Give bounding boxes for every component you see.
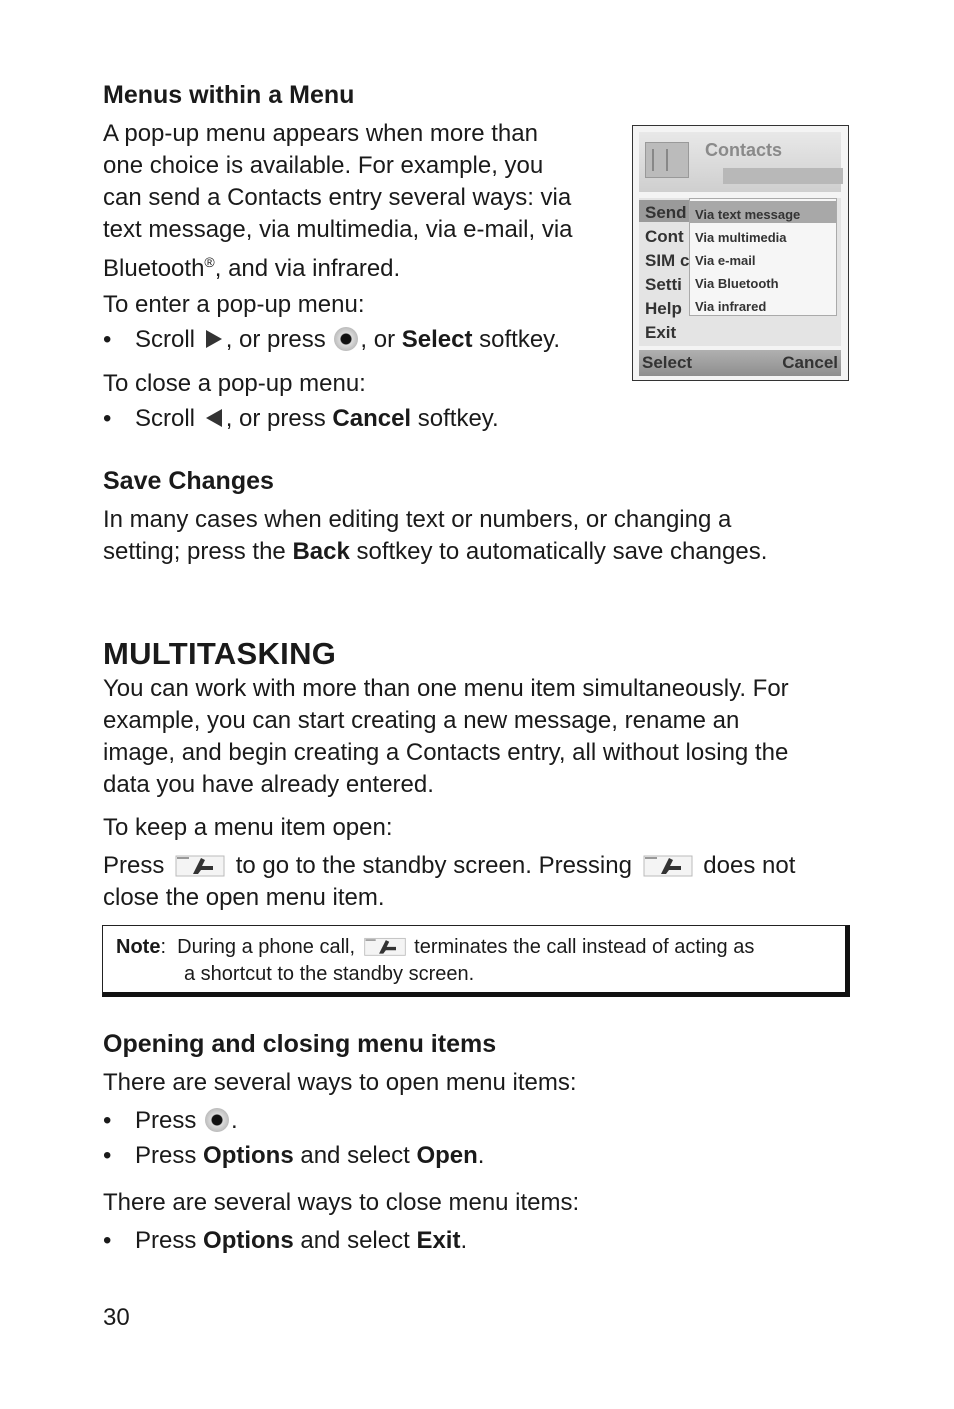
end-key-icon: [363, 935, 407, 957]
text-line: You can work with more than one menu item simultaneously. For: [103, 675, 789, 702]
phone-list: [639, 198, 841, 346]
press-end-paragraph: [103, 850, 795, 914]
text-line: Bluetooth®, and via infrared.: [103, 254, 401, 282]
close-popup-intro: To close a pop-up menu:: [103, 370, 366, 397]
text-line: image, and begin creating a Contacts entry, all without losing the: [103, 739, 789, 766]
close-intro: There are several ways to close menu items:: [103, 1189, 580, 1216]
phone-popup-menu: [689, 198, 837, 316]
phone-popup-item: Via infrared: [695, 299, 767, 314]
text-line: can send a Contacts entry several ways: via: [103, 184, 572, 211]
enter-popup-intro: To enter a pop-up menu:: [103, 291, 365, 318]
phone-left-softkey: Select: [642, 353, 693, 372]
heading-opening-closing: Opening and closing menu items: [103, 1030, 497, 1058]
phone-popup-item: Via multimedia: [695, 230, 787, 245]
phone-softkey-bar: [639, 350, 841, 376]
note-line-2: a shortcut to the standby screen.: [184, 963, 475, 985]
phone-list-item: Cont: [645, 227, 684, 246]
text-line: Press to go to the standby screen. Pressing does not: [103, 852, 796, 879]
heading-multitasking: MULTITASKING: [103, 636, 337, 671]
phone-popup-item: Via e-mail: [695, 253, 756, 268]
multitasking-paragraph: [103, 673, 789, 801]
text-line: one choice is available. For example, you: [103, 152, 544, 179]
text-line: In many cases when editing text or numbers, or changing a: [103, 506, 732, 533]
page-number: 30: [103, 1304, 130, 1331]
phone-popup-item: Via text message: [695, 207, 801, 222]
phone-list-item: Exit: [645, 323, 677, 342]
end-key-icon: [175, 852, 225, 878]
phone-list-item: Help: [645, 299, 682, 318]
text-line: setting; press the Back softkey to automatically save changes.: [103, 538, 768, 565]
phone-screenshot: [632, 125, 849, 381]
note-line-1: Note: During a phone call, terminates the call instead of acting as: [116, 936, 755, 958]
text-line: close the open menu item.: [103, 884, 385, 911]
heading-menus-within-a-menu: Menus within a Menu: [103, 81, 355, 109]
text-line: data you have already entered.: [103, 771, 434, 798]
scroll-right-icon: [206, 330, 222, 348]
heading-save-changes: Save Changes: [103, 467, 274, 495]
text-line: text message, via multimedia, via e-mail, via: [103, 216, 573, 243]
phone-title-bar: [639, 132, 841, 192]
phone-list-item: Send: [645, 203, 687, 222]
joystick-icon: [334, 327, 358, 351]
text-line: A pop-up menu appears when more than: [103, 120, 538, 147]
phone-right-softkey: Cancel: [782, 353, 838, 372]
open-intro: There are several ways to open menu items:: [103, 1069, 577, 1096]
phone-list-item: SIM c: [645, 251, 690, 270]
intro-paragraph: [103, 118, 573, 285]
save-changes-paragraph: [103, 504, 767, 568]
keep-open-intro: To keep a menu item open:: [103, 814, 393, 841]
note-box: [102, 925, 850, 997]
text-line: example, you can start creating a new message, rename an: [103, 707, 740, 734]
end-key-icon: [643, 852, 693, 878]
phone-list-item: Setti: [645, 275, 682, 294]
contacts-app-icon: [645, 142, 689, 178]
phone-popup-item: Via Bluetooth: [695, 276, 779, 291]
phone-title: Contacts: [705, 140, 783, 160]
phone-tab-strip: [723, 168, 843, 184]
scroll-left-icon: [206, 409, 222, 427]
joystick-icon: [205, 1108, 229, 1132]
